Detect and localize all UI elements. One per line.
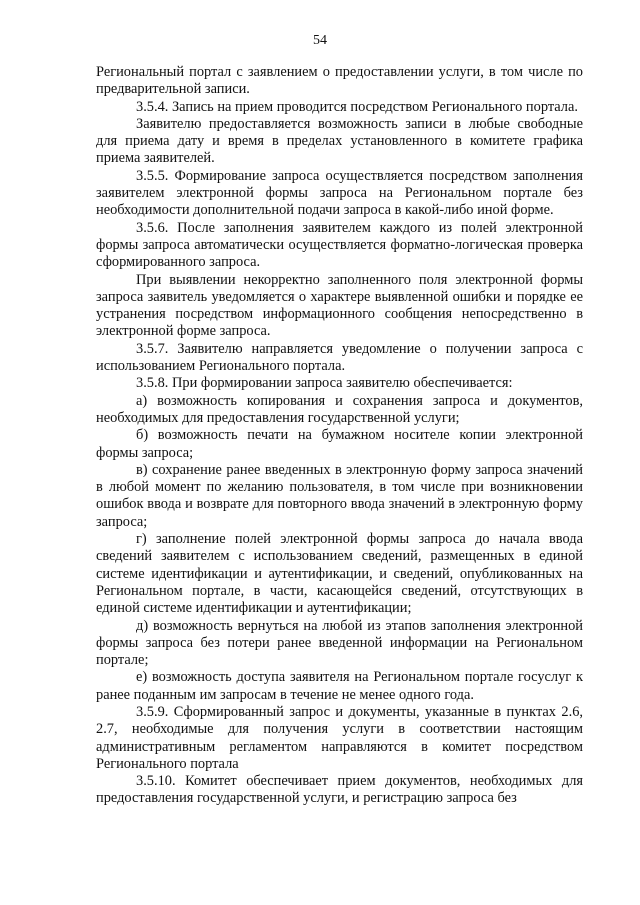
paragraph: 3.5.9. Сформированный запрос и документы, указанные в пунктах 2.6, 2.7, необходимые для получения услуги в соответствии настоящим административным регламентом направляются в комитет посредством Регионального портала <box>96 703 583 772</box>
list-item: в) сохранение ранее введенных в электронную форму запроса значений в любой момент по желанию пользователя, в том числе при возникновении ошибок ввода и возврате для повторного ввода значений в электронную форму запроса; <box>96 461 583 530</box>
paragraph: При выявлении некорректно заполненного поля электронной формы запроса заявитель уведомляется о характере выявленной ошибки и порядке ее устранения посредством информационного сообщения непосредственно в электронной форме запроса. <box>96 271 583 340</box>
paragraph: 3.5.10. Комитет обеспечивает прием документов, необходимых для предоставления государственной услуги, и регистрацию запроса без <box>96 773 583 807</box>
list-item: г) заполнение полей электронной формы запроса до начала ввода сведений заявителем с использованием сведений, размещенных в единой системе идентификации и аутентификации, и сведений, опубликованных на Региональном портале, в части, касающейся сведений, отсутствующих в единой системе идентификации и аутентификации; <box>96 531 583 617</box>
paragraph: 3.5.8. При формировании запроса заявителю обеспечивается: <box>136 375 513 392</box>
list-item: д) возможность вернуться на любой из этапов заполнения электронной формы запроса без потери ранее введенной информации на Региональном портале; <box>96 617 583 669</box>
document-body <box>96 64 583 808</box>
paragraph: 3.5.6. После заполнения заявителем каждого из полей электронной формы запроса автоматически осуществляется форматно-логическая проверка сформированного запроса. <box>96 219 583 271</box>
list-item: е) возможность доступа заявителя на Региональном портале госуслуг к ранее поданным им запросам в течение не менее одного года. <box>96 669 583 703</box>
paragraph: Региональный портал с заявлением о предоставлении услуги, в том числе по предварительной записи. <box>96 64 583 98</box>
list-item: б) возможность печати на бумажном носителе копии электронной формы запроса; <box>96 427 583 461</box>
list-item: а) возможность копирования и сохранения запроса и документов, необходимых для предоставления государственной услуги; <box>96 392 583 426</box>
page-number: 54 <box>313 33 327 48</box>
paragraph: 3.5.5. Формирование запроса осуществляется посредством заполнения заявителем электронной формы запроса на Региональном портале без необходимости дополнительной подачи запроса в какой-либо иной форме. <box>96 167 583 219</box>
paragraph: 3.5.4. Запись на прием проводится посредством Регионального портала. <box>136 98 578 115</box>
paragraph: Заявителю предоставляется возможность записи в любые свободные для приема дату и время в пределах установленного в комитете графика приема заявителей. <box>96 115 583 167</box>
paragraph: 3.5.7. Заявителю направляется уведомление о получении запроса с использованием Регионального портала. <box>96 340 583 375</box>
